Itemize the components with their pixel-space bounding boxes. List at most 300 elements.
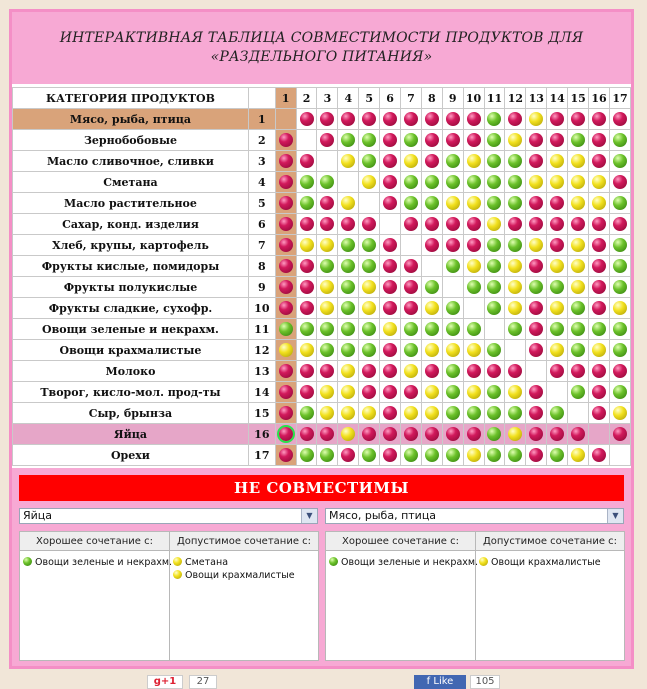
green-ball-icon[interactable] bbox=[571, 301, 585, 315]
category-name[interactable]: Сахар, конд. изделия bbox=[13, 214, 249, 235]
compat-cell[interactable] bbox=[568, 340, 589, 361]
compat-cell[interactable] bbox=[547, 214, 568, 235]
red-ball-icon[interactable] bbox=[425, 133, 439, 147]
compat-cell[interactable] bbox=[275, 340, 296, 361]
compat-cell[interactable] bbox=[400, 151, 421, 172]
red-ball-icon[interactable] bbox=[383, 364, 397, 378]
yellow-ball-icon[interactable] bbox=[550, 301, 564, 315]
red-ball-icon[interactable] bbox=[279, 427, 293, 441]
compat-cell[interactable] bbox=[380, 130, 401, 151]
red-ball-icon[interactable] bbox=[279, 406, 293, 420]
compat-cell[interactable] bbox=[317, 445, 338, 466]
green-ball-icon[interactable] bbox=[446, 259, 460, 273]
yellow-ball-icon[interactable] bbox=[300, 238, 314, 252]
compat-cell[interactable] bbox=[568, 130, 589, 151]
compat-cell[interactable] bbox=[568, 298, 589, 319]
compat-cell[interactable] bbox=[547, 319, 568, 340]
compat-cell[interactable] bbox=[338, 109, 359, 130]
red-ball-icon[interactable] bbox=[383, 154, 397, 168]
compat-cell[interactable] bbox=[400, 403, 421, 424]
yellow-ball-icon[interactable] bbox=[320, 238, 334, 252]
red-ball-icon[interactable] bbox=[508, 364, 522, 378]
compat-cell[interactable] bbox=[359, 151, 380, 172]
compat-cell[interactable] bbox=[442, 214, 463, 235]
compat-cell[interactable] bbox=[526, 256, 547, 277]
green-ball-icon[interactable] bbox=[487, 448, 501, 462]
compat-cell[interactable] bbox=[589, 277, 610, 298]
compat-cell[interactable] bbox=[380, 403, 401, 424]
compat-cell[interactable] bbox=[317, 130, 338, 151]
green-ball-icon[interactable] bbox=[341, 343, 355, 357]
red-ball-icon[interactable] bbox=[383, 112, 397, 126]
compat-cell[interactable] bbox=[547, 340, 568, 361]
red-ball-icon[interactable] bbox=[592, 280, 606, 294]
red-ball-icon[interactable] bbox=[279, 280, 293, 294]
green-ball-icon[interactable] bbox=[446, 448, 460, 462]
compat-cell[interactable] bbox=[505, 403, 526, 424]
compat-cell[interactable] bbox=[463, 298, 484, 319]
compat-cell[interactable] bbox=[526, 130, 547, 151]
category-name[interactable]: Творог, кисло-мол. прод-ты bbox=[13, 382, 249, 403]
red-ball-icon[interactable] bbox=[613, 217, 627, 231]
green-ball-icon[interactable] bbox=[446, 175, 460, 189]
red-ball-icon[interactable] bbox=[362, 385, 376, 399]
compat-cell[interactable] bbox=[609, 361, 630, 382]
compat-cell[interactable] bbox=[568, 109, 589, 130]
yellow-ball-icon[interactable] bbox=[571, 154, 585, 168]
compat-cell[interactable] bbox=[275, 256, 296, 277]
compat-cell[interactable] bbox=[338, 319, 359, 340]
compat-cell[interactable] bbox=[484, 109, 505, 130]
green-ball-icon[interactable] bbox=[425, 280, 439, 294]
green-ball-icon[interactable] bbox=[487, 301, 501, 315]
column-header-6[interactable]: 6 bbox=[380, 88, 401, 109]
compat-cell[interactable] bbox=[484, 130, 505, 151]
column-header-2[interactable]: 2 bbox=[296, 88, 317, 109]
compat-cell[interactable] bbox=[400, 340, 421, 361]
column-header-5[interactable]: 5 bbox=[359, 88, 380, 109]
compat-cell[interactable] bbox=[317, 424, 338, 445]
column-header-1[interactable]: 1 bbox=[275, 88, 296, 109]
yellow-ball-icon[interactable] bbox=[592, 175, 606, 189]
red-ball-icon[interactable] bbox=[613, 175, 627, 189]
compat-cell[interactable] bbox=[421, 403, 442, 424]
red-ball-icon[interactable] bbox=[383, 280, 397, 294]
compat-cell[interactable] bbox=[317, 319, 338, 340]
compat-cell[interactable] bbox=[359, 172, 380, 193]
red-ball-icon[interactable] bbox=[592, 112, 606, 126]
green-ball-icon[interactable] bbox=[362, 343, 376, 357]
green-ball-icon[interactable] bbox=[320, 448, 334, 462]
yellow-ball-icon[interactable] bbox=[571, 238, 585, 252]
compat-cell[interactable] bbox=[589, 109, 610, 130]
compat-cell[interactable] bbox=[463, 277, 484, 298]
compat-cell[interactable] bbox=[317, 193, 338, 214]
compat-cell[interactable] bbox=[400, 193, 421, 214]
compat-cell[interactable] bbox=[442, 235, 463, 256]
compat-cell[interactable] bbox=[505, 235, 526, 256]
green-ball-icon[interactable] bbox=[487, 175, 501, 189]
compat-cell[interactable] bbox=[505, 445, 526, 466]
compat-cell[interactable] bbox=[400, 130, 421, 151]
red-ball-icon[interactable] bbox=[341, 217, 355, 231]
yellow-ball-icon[interactable] bbox=[341, 154, 355, 168]
compat-cell[interactable] bbox=[484, 256, 505, 277]
compat-cell[interactable] bbox=[400, 214, 421, 235]
red-ball-icon[interactable] bbox=[383, 238, 397, 252]
compat-cell[interactable] bbox=[296, 130, 317, 151]
green-ball-icon[interactable] bbox=[320, 175, 334, 189]
red-ball-icon[interactable] bbox=[592, 385, 606, 399]
yellow-ball-icon[interactable] bbox=[383, 322, 397, 336]
green-ball-icon[interactable] bbox=[487, 259, 501, 273]
category-name[interactable]: Фрукты полукислые bbox=[13, 277, 249, 298]
red-ball-icon[interactable] bbox=[571, 427, 585, 441]
green-ball-icon[interactable] bbox=[362, 259, 376, 273]
red-ball-icon[interactable] bbox=[592, 448, 606, 462]
compat-cell[interactable] bbox=[463, 382, 484, 403]
compat-cell[interactable] bbox=[568, 361, 589, 382]
compat-cell[interactable] bbox=[296, 151, 317, 172]
red-ball-icon[interactable] bbox=[320, 133, 334, 147]
green-ball-icon[interactable] bbox=[613, 133, 627, 147]
compat-cell[interactable] bbox=[568, 319, 589, 340]
red-ball-icon[interactable] bbox=[383, 133, 397, 147]
yellow-ball-icon[interactable] bbox=[571, 196, 585, 210]
red-ball-icon[interactable] bbox=[550, 112, 564, 126]
compat-cell[interactable] bbox=[317, 277, 338, 298]
compat-cell[interactable] bbox=[380, 193, 401, 214]
compat-cell[interactable] bbox=[484, 382, 505, 403]
red-ball-icon[interactable] bbox=[529, 259, 543, 273]
yellow-ball-icon[interactable] bbox=[425, 385, 439, 399]
compat-cell[interactable] bbox=[484, 424, 505, 445]
compat-cell[interactable] bbox=[526, 235, 547, 256]
red-ball-icon[interactable] bbox=[446, 238, 460, 252]
green-ball-icon[interactable] bbox=[571, 133, 585, 147]
compat-cell[interactable] bbox=[526, 403, 547, 424]
compat-cell[interactable] bbox=[400, 361, 421, 382]
red-ball-icon[interactable] bbox=[592, 406, 606, 420]
compat-cell[interactable] bbox=[359, 109, 380, 130]
compat-cell[interactable] bbox=[359, 277, 380, 298]
compat-cell[interactable] bbox=[484, 403, 505, 424]
red-ball-icon[interactable] bbox=[425, 427, 439, 441]
compat-cell[interactable] bbox=[338, 403, 359, 424]
red-ball-icon[interactable] bbox=[383, 343, 397, 357]
compat-cell[interactable] bbox=[526, 298, 547, 319]
compat-cell[interactable] bbox=[505, 172, 526, 193]
red-ball-icon[interactable] bbox=[320, 427, 334, 441]
yellow-ball-icon[interactable] bbox=[362, 175, 376, 189]
green-ball-icon[interactable] bbox=[341, 259, 355, 273]
green-ball-icon[interactable] bbox=[279, 322, 293, 336]
red-ball-icon[interactable] bbox=[300, 259, 314, 273]
red-ball-icon[interactable] bbox=[425, 217, 439, 231]
compat-cell[interactable] bbox=[338, 445, 359, 466]
compat-cell[interactable] bbox=[380, 361, 401, 382]
yellow-ball-icon[interactable] bbox=[404, 406, 418, 420]
green-ball-icon[interactable] bbox=[508, 196, 522, 210]
compat-cell[interactable] bbox=[609, 319, 630, 340]
red-ball-icon[interactable] bbox=[529, 343, 543, 357]
compat-cell[interactable] bbox=[609, 445, 630, 466]
compat-cell[interactable] bbox=[275, 193, 296, 214]
column-header-15[interactable]: 15 bbox=[568, 88, 589, 109]
compat-cell[interactable] bbox=[505, 319, 526, 340]
red-ball-icon[interactable] bbox=[425, 364, 439, 378]
compat-cell[interactable] bbox=[526, 340, 547, 361]
compat-cell[interactable] bbox=[275, 403, 296, 424]
compat-cell[interactable] bbox=[380, 151, 401, 172]
compat-cell[interactable] bbox=[275, 214, 296, 235]
green-ball-icon[interactable] bbox=[341, 280, 355, 294]
compat-cell[interactable] bbox=[421, 193, 442, 214]
compat-cell[interactable] bbox=[568, 445, 589, 466]
red-ball-icon[interactable] bbox=[404, 385, 418, 399]
red-ball-icon[interactable] bbox=[550, 238, 564, 252]
yellow-ball-icon[interactable] bbox=[467, 196, 481, 210]
compat-cell[interactable] bbox=[484, 151, 505, 172]
compat-cell[interactable] bbox=[589, 382, 610, 403]
red-ball-icon[interactable] bbox=[529, 448, 543, 462]
green-ball-icon[interactable] bbox=[613, 238, 627, 252]
compat-cell[interactable] bbox=[421, 235, 442, 256]
yellow-ball-icon[interactable] bbox=[508, 385, 522, 399]
green-ball-icon[interactable] bbox=[487, 196, 501, 210]
yellow-ball-icon[interactable] bbox=[320, 406, 334, 420]
compat-cell[interactable] bbox=[296, 256, 317, 277]
red-ball-icon[interactable] bbox=[320, 112, 334, 126]
yellow-ball-icon[interactable] bbox=[425, 406, 439, 420]
compat-cell[interactable] bbox=[296, 298, 317, 319]
yellow-ball-icon[interactable] bbox=[550, 343, 564, 357]
compat-cell[interactable] bbox=[463, 340, 484, 361]
compat-cell[interactable] bbox=[547, 235, 568, 256]
green-ball-icon[interactable] bbox=[320, 322, 334, 336]
compat-cell[interactable] bbox=[526, 172, 547, 193]
red-ball-icon[interactable] bbox=[592, 217, 606, 231]
product-select-right[interactable] bbox=[325, 508, 624, 524]
green-ball-icon[interactable] bbox=[320, 343, 334, 357]
red-ball-icon[interactable] bbox=[300, 385, 314, 399]
compat-cell[interactable] bbox=[338, 298, 359, 319]
green-ball-icon[interactable] bbox=[467, 175, 481, 189]
compat-cell[interactable] bbox=[568, 193, 589, 214]
compat-cell[interactable] bbox=[463, 445, 484, 466]
red-ball-icon[interactable] bbox=[300, 112, 314, 126]
compat-cell[interactable] bbox=[296, 403, 317, 424]
red-ball-icon[interactable] bbox=[279, 196, 293, 210]
green-ball-icon[interactable] bbox=[362, 238, 376, 252]
column-header-17[interactable]: 17 bbox=[609, 88, 630, 109]
compat-cell[interactable] bbox=[400, 235, 421, 256]
compat-cell[interactable] bbox=[609, 193, 630, 214]
compat-cell[interactable] bbox=[505, 193, 526, 214]
red-ball-icon[interactable] bbox=[529, 196, 543, 210]
red-ball-icon[interactable] bbox=[529, 133, 543, 147]
compat-cell[interactable] bbox=[359, 235, 380, 256]
green-ball-icon[interactable] bbox=[341, 301, 355, 315]
compat-cell[interactable] bbox=[463, 172, 484, 193]
compat-cell[interactable] bbox=[547, 361, 568, 382]
red-ball-icon[interactable] bbox=[467, 217, 481, 231]
yellow-ball-icon[interactable] bbox=[341, 427, 355, 441]
compat-cell[interactable] bbox=[296, 382, 317, 403]
compat-cell[interactable] bbox=[505, 109, 526, 130]
red-ball-icon[interactable] bbox=[592, 364, 606, 378]
green-ball-icon[interactable] bbox=[425, 175, 439, 189]
compat-cell[interactable] bbox=[568, 214, 589, 235]
category-name[interactable]: Фрукты сладкие, сухофр. bbox=[13, 298, 249, 319]
compat-cell[interactable] bbox=[338, 256, 359, 277]
compat-cell[interactable] bbox=[380, 382, 401, 403]
yellow-ball-icon[interactable] bbox=[320, 301, 334, 315]
compat-cell[interactable] bbox=[338, 214, 359, 235]
compat-cell[interactable] bbox=[463, 424, 484, 445]
compat-cell[interactable] bbox=[296, 193, 317, 214]
compat-cell[interactable] bbox=[463, 361, 484, 382]
red-ball-icon[interactable] bbox=[592, 259, 606, 273]
red-ball-icon[interactable] bbox=[613, 364, 627, 378]
green-ball-icon[interactable] bbox=[487, 112, 501, 126]
chevron-down-icon[interactable]: ▼ bbox=[607, 509, 623, 523]
compat-cell[interactable] bbox=[275, 151, 296, 172]
category-name[interactable]: Сметана bbox=[13, 172, 249, 193]
green-ball-icon[interactable] bbox=[571, 322, 585, 336]
yellow-ball-icon[interactable] bbox=[279, 343, 293, 357]
compat-cell[interactable] bbox=[400, 424, 421, 445]
compat-cell[interactable] bbox=[442, 361, 463, 382]
compat-cell[interactable] bbox=[421, 340, 442, 361]
compat-cell[interactable] bbox=[380, 340, 401, 361]
compat-cell[interactable] bbox=[589, 403, 610, 424]
compat-cell[interactable] bbox=[421, 319, 442, 340]
compat-cell[interactable] bbox=[589, 256, 610, 277]
compat-cell[interactable] bbox=[359, 256, 380, 277]
compat-cell[interactable] bbox=[484, 361, 505, 382]
category-name[interactable]: Молоко bbox=[13, 361, 249, 382]
compat-cell[interactable] bbox=[421, 151, 442, 172]
green-ball-icon[interactable] bbox=[404, 343, 418, 357]
red-ball-icon[interactable] bbox=[529, 385, 543, 399]
compat-cell[interactable] bbox=[296, 361, 317, 382]
yellow-ball-icon[interactable] bbox=[341, 364, 355, 378]
compat-cell[interactable] bbox=[359, 382, 380, 403]
compat-cell[interactable] bbox=[359, 403, 380, 424]
compat-cell[interactable] bbox=[463, 235, 484, 256]
red-ball-icon[interactable] bbox=[362, 112, 376, 126]
red-ball-icon[interactable] bbox=[446, 112, 460, 126]
compat-cell[interactable] bbox=[359, 214, 380, 235]
compat-cell[interactable] bbox=[609, 151, 630, 172]
red-ball-icon[interactable] bbox=[383, 196, 397, 210]
column-header-3[interactable]: 3 bbox=[317, 88, 338, 109]
green-ball-icon[interactable] bbox=[613, 154, 627, 168]
category-name[interactable]: Фрукты кислые, помидоры bbox=[13, 256, 249, 277]
compat-cell[interactable] bbox=[317, 340, 338, 361]
compat-cell[interactable] bbox=[380, 235, 401, 256]
red-ball-icon[interactable] bbox=[529, 427, 543, 441]
compat-cell[interactable] bbox=[547, 382, 568, 403]
green-ball-icon[interactable] bbox=[404, 175, 418, 189]
compat-cell[interactable] bbox=[568, 256, 589, 277]
red-ball-icon[interactable] bbox=[279, 301, 293, 315]
green-ball-icon[interactable] bbox=[508, 238, 522, 252]
compat-cell[interactable] bbox=[484, 445, 505, 466]
compat-cell[interactable] bbox=[442, 424, 463, 445]
compat-cell[interactable] bbox=[421, 256, 442, 277]
yellow-ball-icon[interactable] bbox=[613, 301, 627, 315]
red-ball-icon[interactable] bbox=[383, 406, 397, 420]
yellow-ball-icon[interactable] bbox=[341, 196, 355, 210]
red-ball-icon[interactable] bbox=[467, 238, 481, 252]
green-ball-icon[interactable] bbox=[467, 280, 481, 294]
compat-cell[interactable] bbox=[547, 277, 568, 298]
red-ball-icon[interactable] bbox=[446, 217, 460, 231]
yellow-ball-icon[interactable] bbox=[508, 259, 522, 273]
yellow-ball-icon[interactable] bbox=[362, 301, 376, 315]
yellow-ball-icon[interactable] bbox=[425, 301, 439, 315]
green-ball-icon[interactable] bbox=[467, 406, 481, 420]
green-ball-icon[interactable] bbox=[487, 154, 501, 168]
compat-cell[interactable] bbox=[275, 130, 296, 151]
compat-cell[interactable] bbox=[484, 277, 505, 298]
red-ball-icon[interactable] bbox=[529, 406, 543, 420]
compat-cell[interactable] bbox=[463, 151, 484, 172]
compat-cell[interactable] bbox=[526, 151, 547, 172]
red-ball-icon[interactable] bbox=[529, 217, 543, 231]
compat-cell[interactable] bbox=[442, 151, 463, 172]
compat-cell[interactable] bbox=[359, 193, 380, 214]
green-ball-icon[interactable] bbox=[404, 322, 418, 336]
compat-cell[interactable] bbox=[359, 319, 380, 340]
compat-cell[interactable] bbox=[359, 424, 380, 445]
compat-cell[interactable] bbox=[296, 340, 317, 361]
compat-cell[interactable] bbox=[568, 382, 589, 403]
yellow-ball-icon[interactable] bbox=[529, 112, 543, 126]
yellow-ball-icon[interactable] bbox=[550, 175, 564, 189]
compat-cell[interactable] bbox=[442, 298, 463, 319]
red-ball-icon[interactable] bbox=[383, 259, 397, 273]
yellow-ball-icon[interactable] bbox=[487, 217, 501, 231]
red-ball-icon[interactable] bbox=[362, 364, 376, 378]
compat-cell[interactable] bbox=[547, 130, 568, 151]
compat-cell[interactable] bbox=[442, 403, 463, 424]
green-ball-icon[interactable] bbox=[446, 364, 460, 378]
compat-cell[interactable] bbox=[609, 256, 630, 277]
green-ball-icon[interactable] bbox=[446, 154, 460, 168]
green-ball-icon[interactable] bbox=[362, 133, 376, 147]
compat-cell[interactable] bbox=[609, 340, 630, 361]
red-ball-icon[interactable] bbox=[404, 301, 418, 315]
compat-cell[interactable] bbox=[275, 277, 296, 298]
compat-cell[interactable] bbox=[421, 214, 442, 235]
compat-cell[interactable] bbox=[609, 130, 630, 151]
green-ball-icon[interactable] bbox=[487, 385, 501, 399]
column-header-9[interactable]: 9 bbox=[442, 88, 463, 109]
compat-cell[interactable] bbox=[359, 130, 380, 151]
yellow-ball-icon[interactable] bbox=[592, 196, 606, 210]
red-ball-icon[interactable] bbox=[592, 133, 606, 147]
green-ball-icon[interactable] bbox=[571, 385, 585, 399]
compat-cell[interactable] bbox=[526, 214, 547, 235]
green-ball-icon[interactable] bbox=[613, 259, 627, 273]
red-ball-icon[interactable] bbox=[404, 280, 418, 294]
compat-cell[interactable] bbox=[380, 424, 401, 445]
red-ball-icon[interactable] bbox=[279, 217, 293, 231]
category-name[interactable]: Мясо, рыба, птица bbox=[13, 109, 249, 130]
